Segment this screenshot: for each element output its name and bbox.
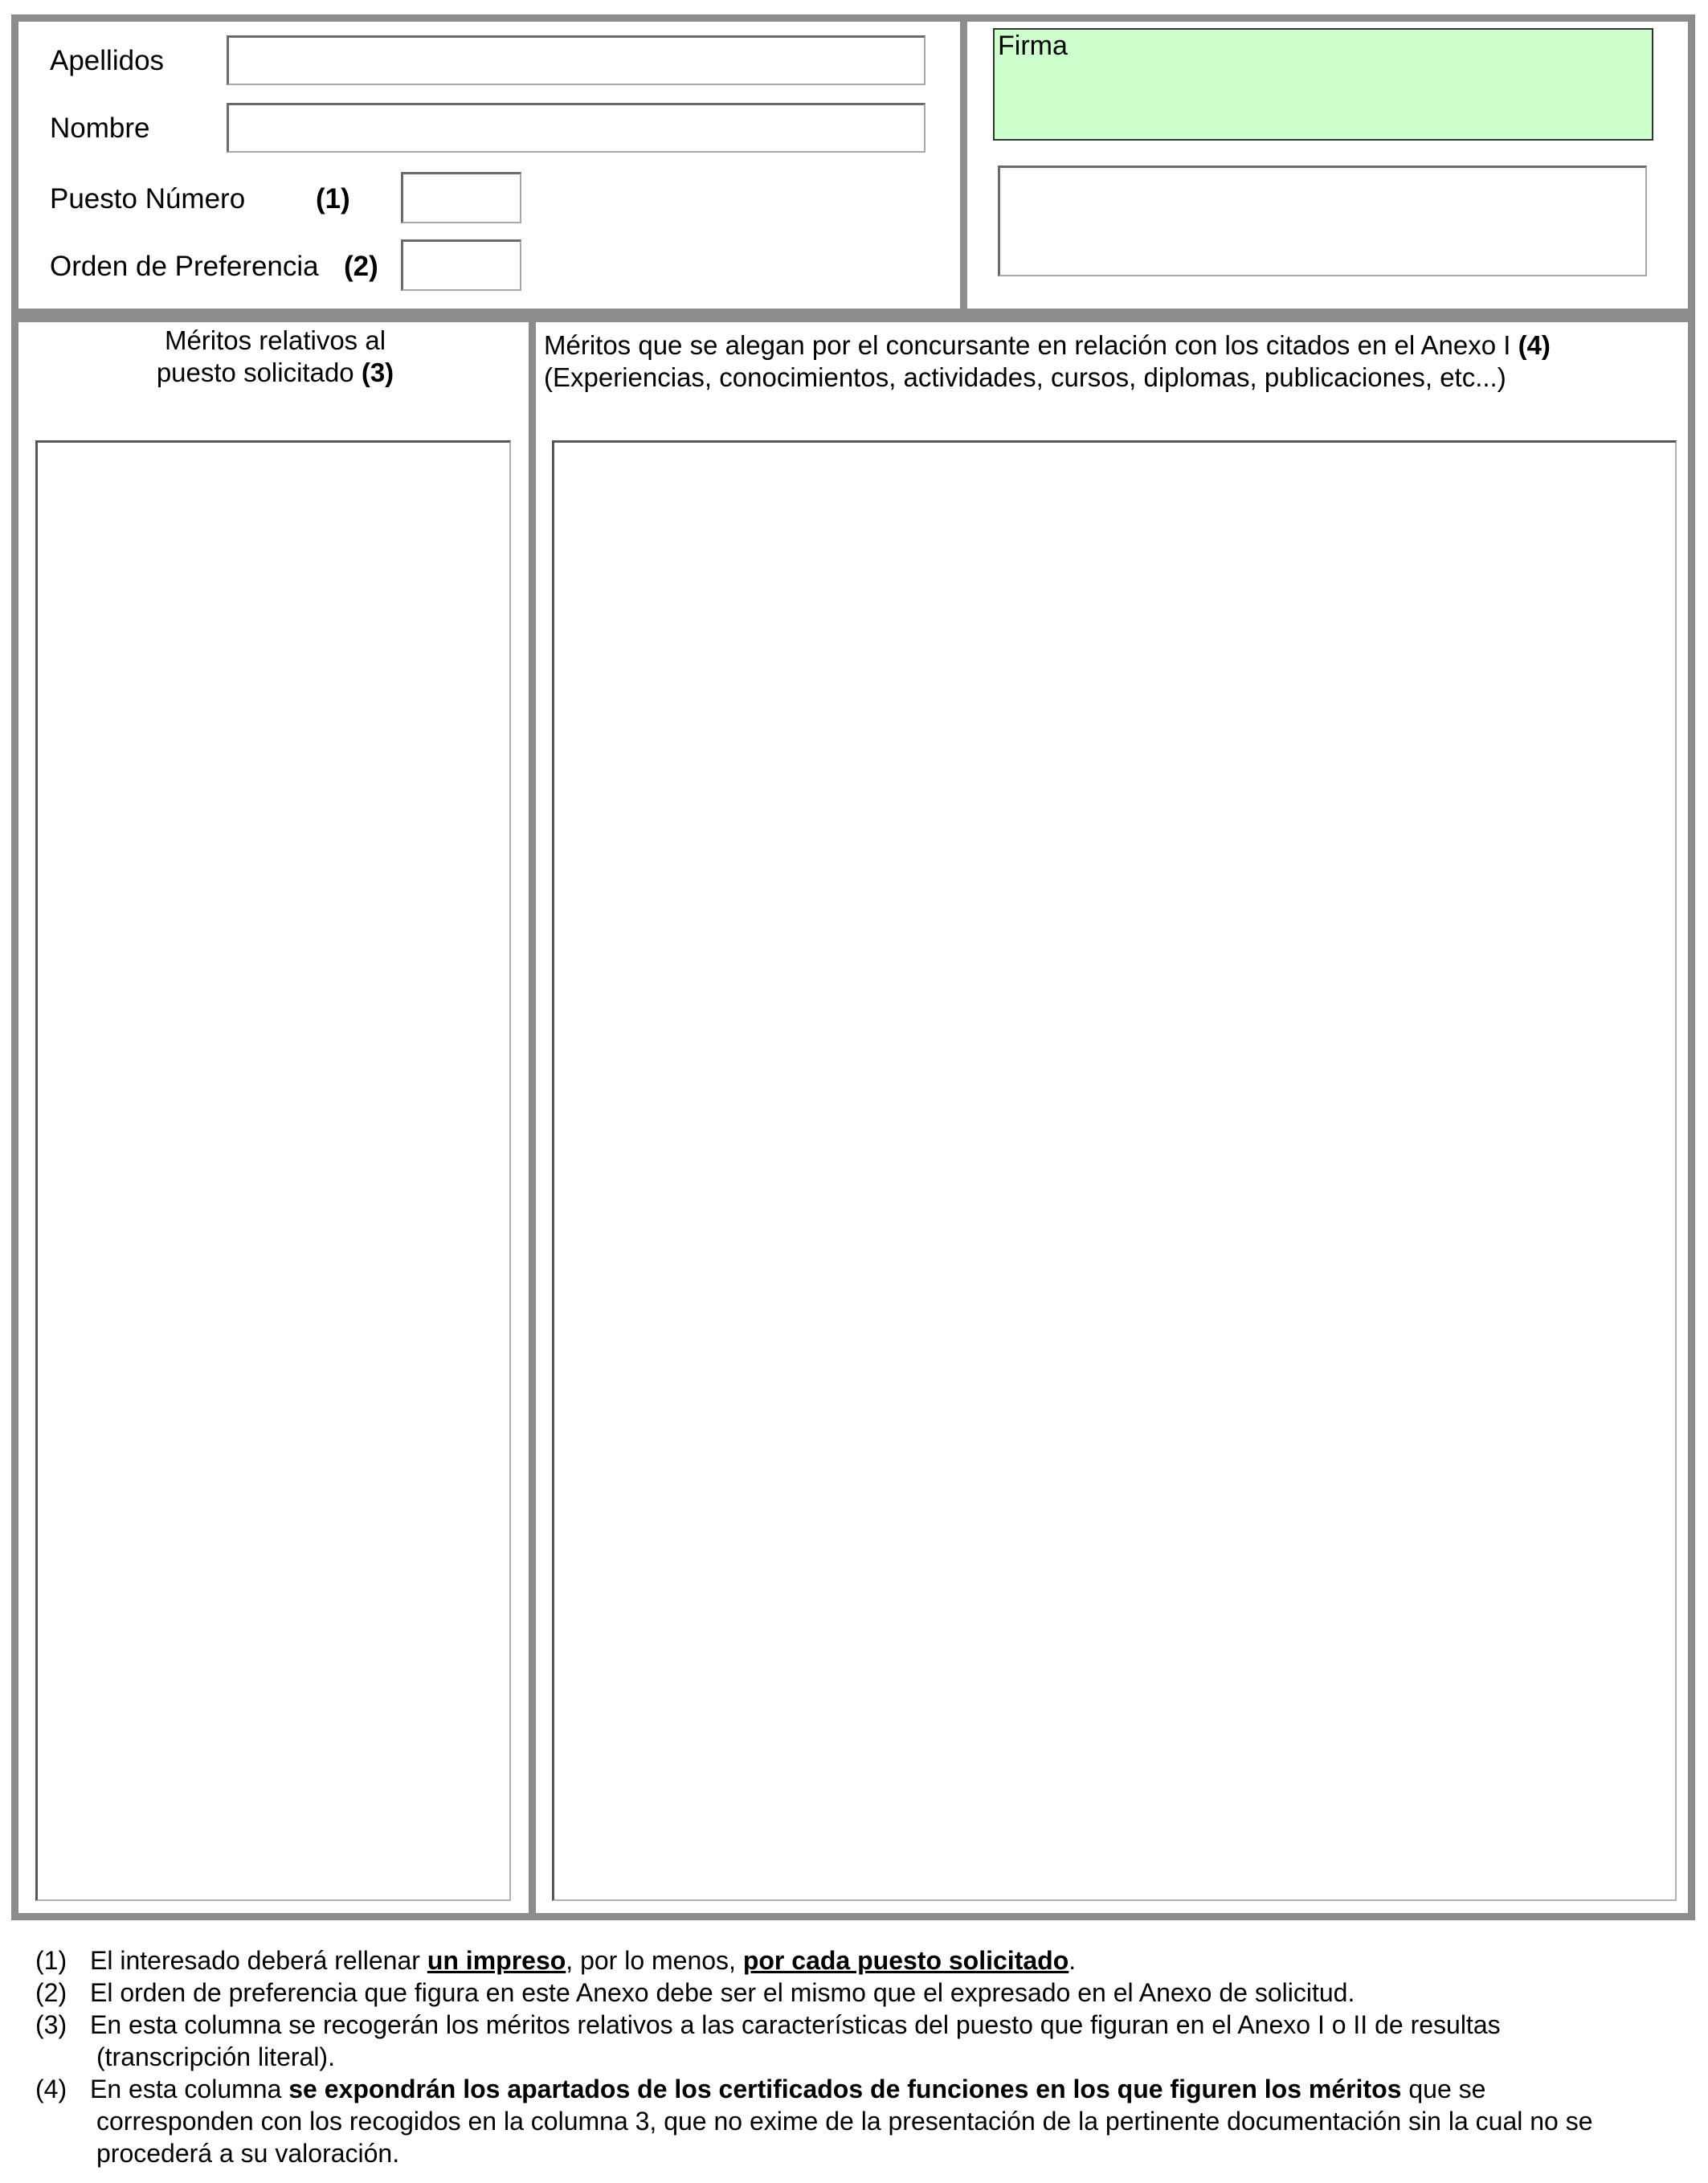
footnote-1-part-a: El interesado deberá rellenar bbox=[90, 1946, 427, 1975]
meritos-alegados-heading-line1-wrap bbox=[544, 329, 1685, 362]
footnote-4-part-c: que se bbox=[1401, 2075, 1486, 2103]
puesto-numero-label: Puesto Número bbox=[50, 183, 246, 215]
footnote-1-part-c: , por lo menos, bbox=[566, 1946, 743, 1975]
footnotes bbox=[35, 1944, 1690, 2169]
footnote-1-part-e: . bbox=[1069, 1946, 1077, 1975]
footnote-2-text: El orden de preferencia que figura en este Anexo debe ser el mismo que el expresado en el Anexo de solicitud. bbox=[90, 1978, 1355, 2007]
meritos-alegados-heading bbox=[544, 329, 1685, 394]
firma-label: Firma bbox=[998, 31, 1068, 61]
meritos-alegados-ref: (4) bbox=[1518, 330, 1551, 360]
footnote-4-part-a: En esta columna bbox=[90, 2075, 289, 2103]
orden-preferencia-input[interactable] bbox=[401, 239, 521, 291]
meritos-puesto-heading bbox=[24, 325, 526, 389]
footnote-4-number: (4) bbox=[35, 2075, 67, 2103]
meritos-alegados-heading-line1: Méritos que se alegan por el concursante en relación con los citados en el Anexo I bbox=[544, 330, 1511, 360]
footnote-2-number: (2) bbox=[35, 1978, 67, 2007]
footnote-4-text-line3: procederá a su valoración. bbox=[96, 2139, 400, 2168]
footnote-1-emph-puesto: por cada puesto solicitado bbox=[742, 1946, 1069, 1975]
meritos-alegados-textarea[interactable] bbox=[552, 440, 1677, 1901]
nombre-label: Nombre bbox=[50, 112, 150, 144]
signature-date-box[interactable] bbox=[998, 166, 1647, 276]
apellidos-input[interactable] bbox=[227, 35, 926, 85]
orden-ref: (2) bbox=[344, 251, 378, 282]
footnote-4-emph: se expondrán los apartados de los certificados de funciones en los que figuren los méritos bbox=[288, 2075, 1402, 2103]
meritos-alegados-heading-line2: (Experiencias, conocimientos, actividades, cursos, diplomas, publicaciones, etc...) bbox=[544, 362, 1506, 392]
puesto-ref: (1) bbox=[316, 183, 350, 215]
footnote-1-emph-impreso: un impreso bbox=[427, 1946, 566, 1975]
firma-box[interactable] bbox=[993, 28, 1653, 141]
footnote-3-number: (3) bbox=[35, 2010, 67, 2039]
footnote-3-text-line1: En esta columna se recogerán los méritos relativos a las características del puesto que figuran en el Anexo I o II de resultas bbox=[90, 2010, 1501, 2039]
footnote-4-text-line1 bbox=[90, 2073, 1708, 2105]
footnote-3-text-line2: (transcripción literal). bbox=[96, 2042, 335, 2071]
nombre-input[interactable] bbox=[227, 103, 926, 153]
footnote-1-text bbox=[90, 1944, 1708, 1977]
meritos-puesto-heading-line2: puesto solicitado bbox=[156, 358, 354, 387]
orden-preferencia-label: Orden de Preferencia bbox=[50, 251, 319, 282]
meritos-puesto-heading-line1: Méritos relativos al bbox=[164, 325, 386, 355]
meritos-puesto-heading-line2-wrap bbox=[24, 357, 526, 389]
meritos-puesto-textarea[interactable] bbox=[35, 440, 511, 1901]
apellidos-label: Apellidos bbox=[50, 45, 165, 76]
puesto-numero-input[interactable] bbox=[401, 172, 521, 223]
meritos-puesto-ref: (3) bbox=[361, 358, 394, 387]
footnote-1-number: (1) bbox=[35, 1946, 67, 1975]
footnote-4-text-line2: corresponden con los recogidos en la columna 3, que no exime de la presentación de la pertinente documentación sin la cual no se bbox=[96, 2107, 1593, 2136]
